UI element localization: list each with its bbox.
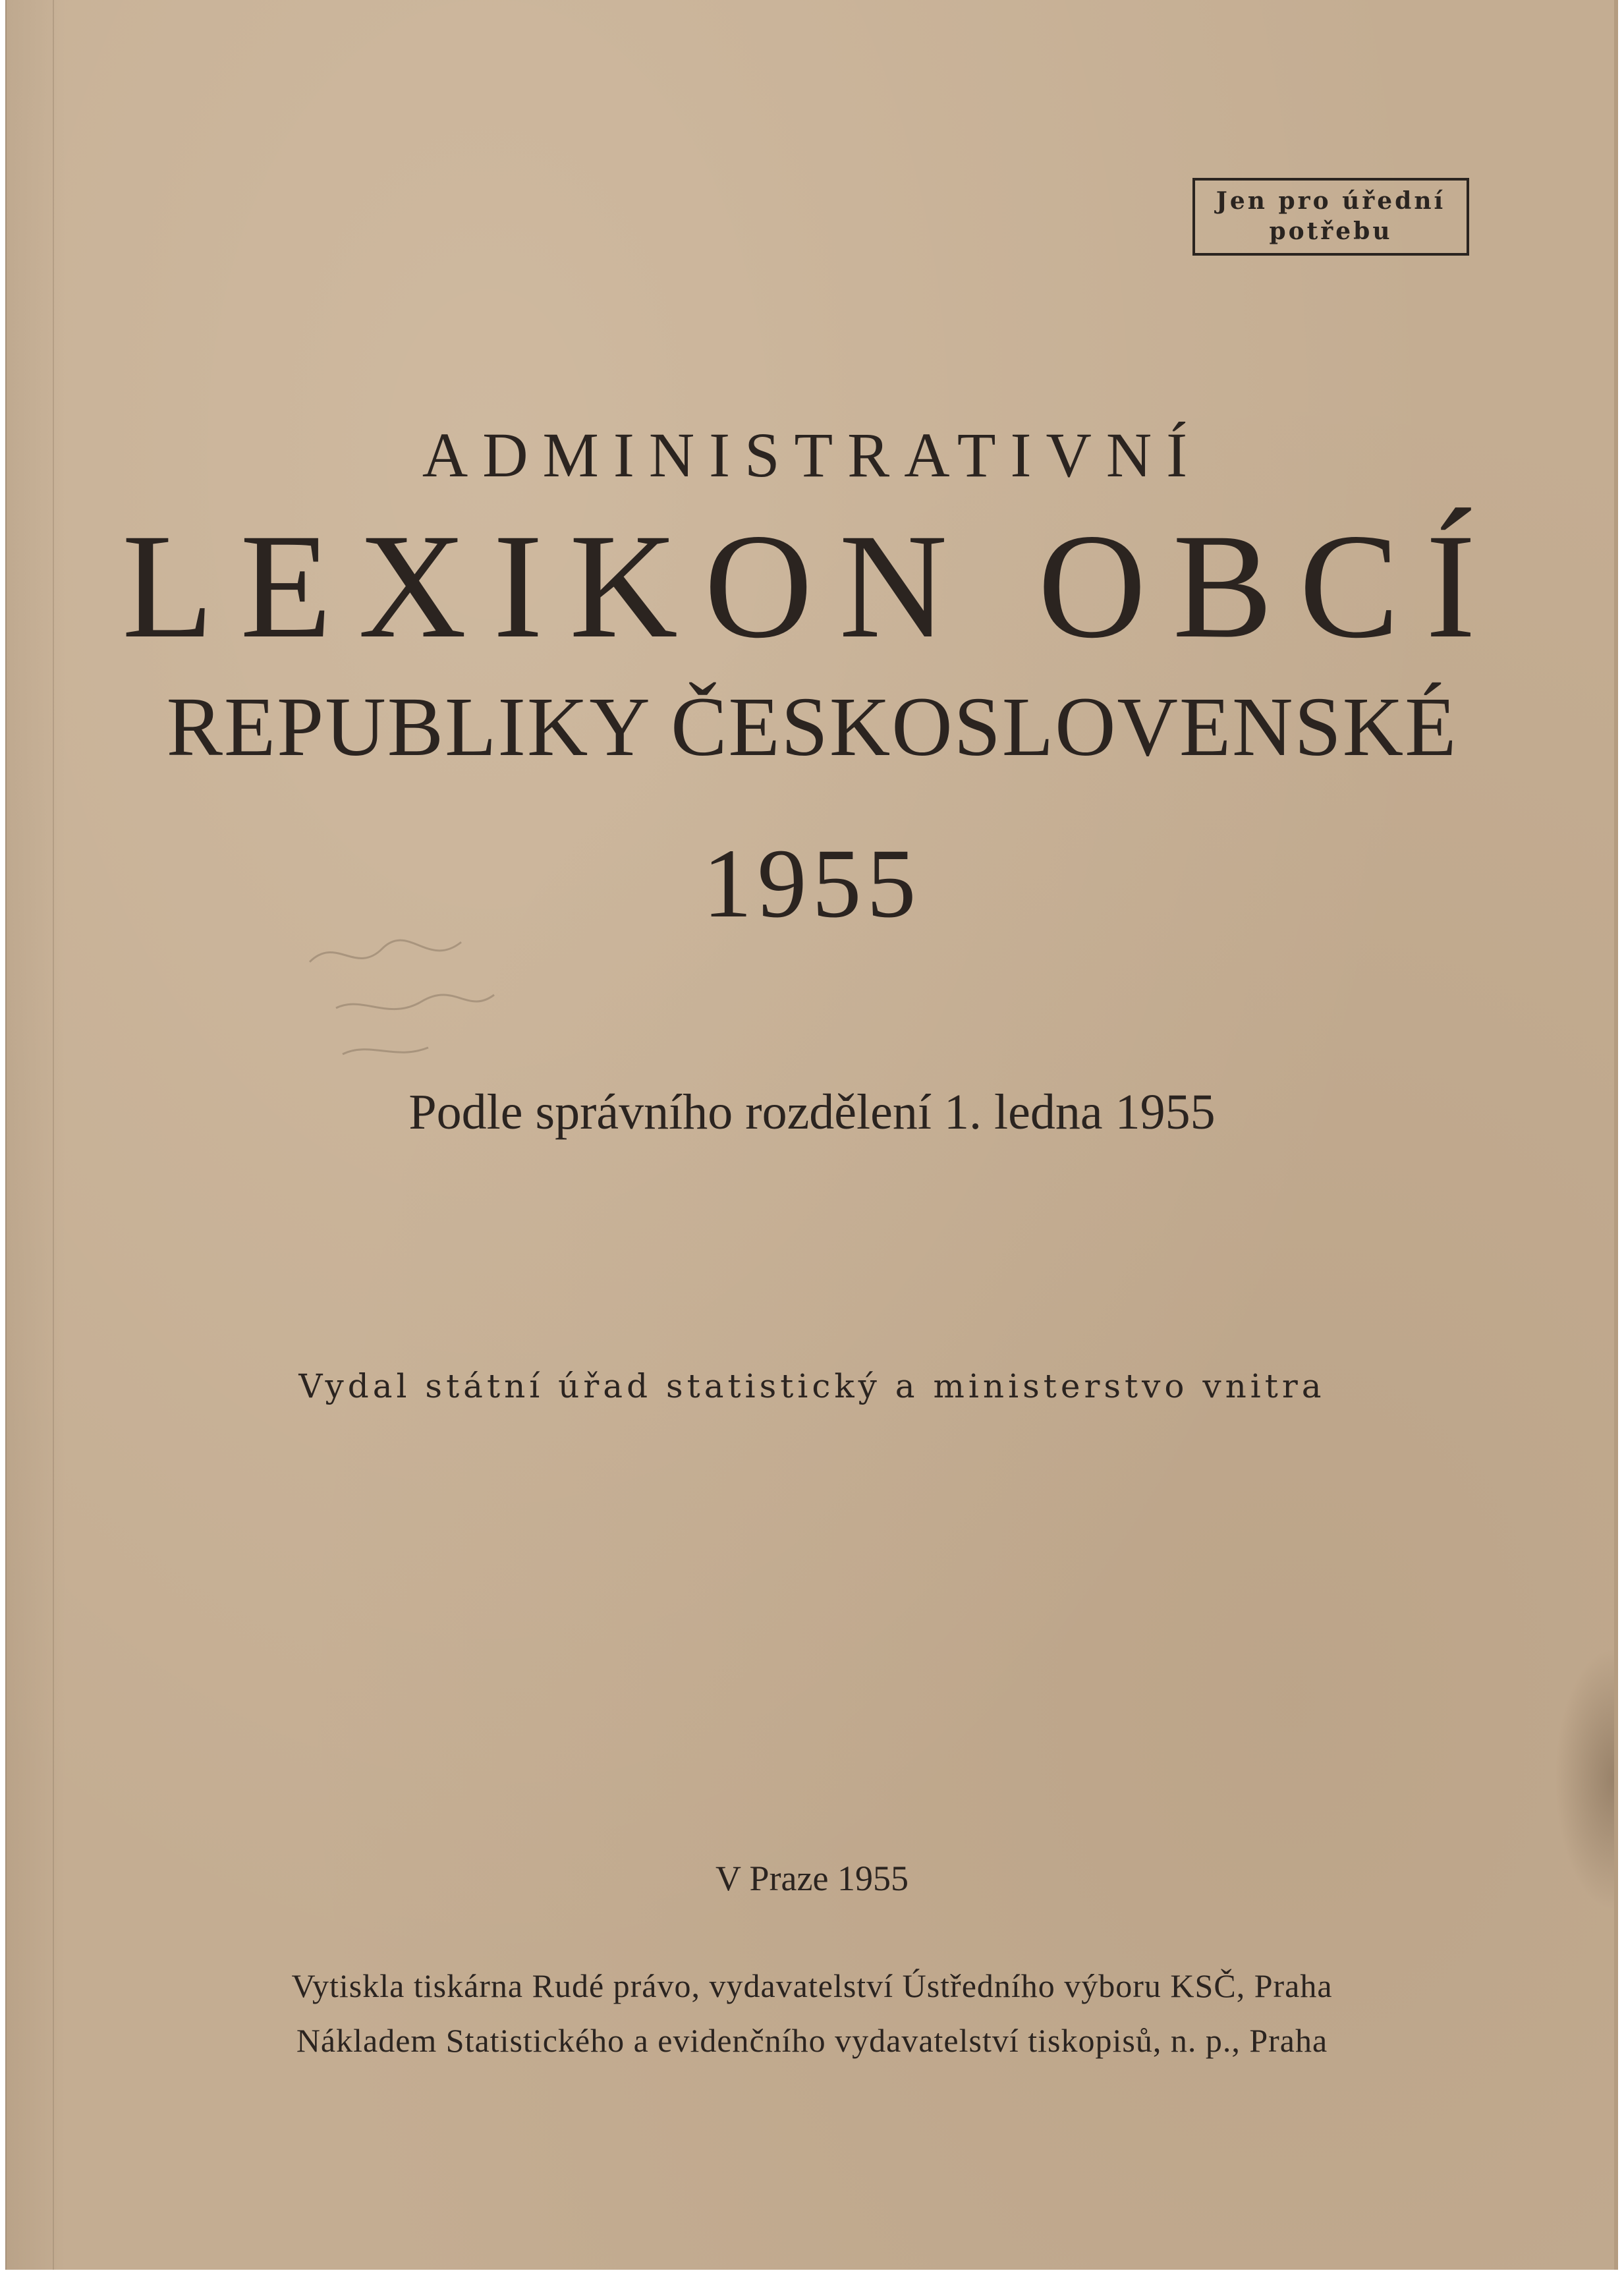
imprint-line-1: Vytiskla tiskárna Rudé právo, vydavatelství Ústředního výboru KSČ, Praha	[291, 1967, 1333, 2004]
subtitle: Podle správního rozdělení 1. ledna 1955	[408, 1084, 1216, 1140]
title-line-2: LEXIKON OBCÍ	[122, 503, 1502, 669]
stamp-line-1: Jen pro úřední	[1216, 187, 1446, 215]
stamp-line-2: potřebu	[1269, 217, 1393, 245]
title-year: 1955	[702, 829, 922, 938]
imprint-line-2: Nákladem Statistického a evidenčního vydavatelství tiskopisů, n. p., Praha	[296, 2022, 1328, 2059]
official-use-stamp	[1192, 178, 1469, 256]
pencil-annotation	[296, 922, 514, 1081]
publisher-line: Vydal státní úřad statistický a ministerstvo vnitra	[298, 1367, 1326, 1405]
place-date: V Praze 1955	[715, 1859, 909, 1898]
title-line-3: REPUBLIKY ČESKOSLOVENSKÉ	[166, 680, 1458, 773]
title-line-1: ADMINISTRATIVNÍ	[422, 420, 1202, 490]
